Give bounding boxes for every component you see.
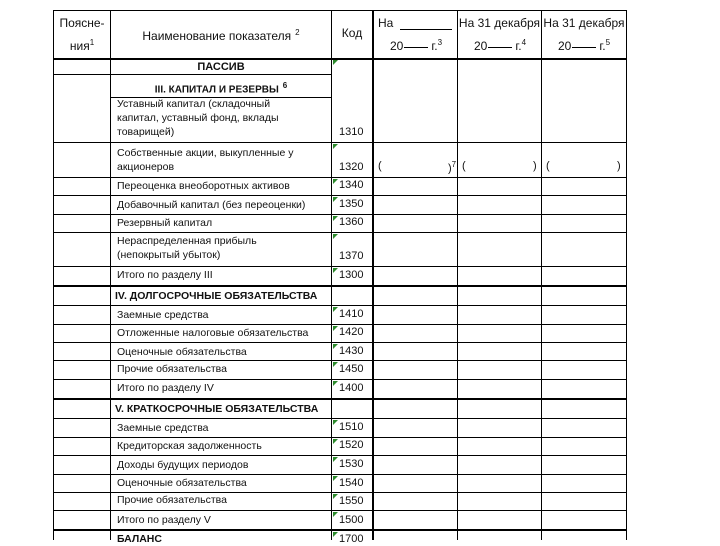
- row-1320-b-close: ): [533, 160, 537, 172]
- row-1310-name: Уставный капитал (складочный капитал, уставный фонд, вклады товарищей): [117, 98, 279, 138]
- section-passive-title: ПАССИВ: [197, 61, 245, 73]
- row-1400-name: Итого по разделу IV: [117, 382, 214, 394]
- row-1320-b-open: (: [462, 160, 466, 172]
- row-1550-name: Прочие обязательства: [117, 494, 227, 506]
- grid-line: [53, 232, 627, 233]
- row-1450-code: 1450: [339, 363, 364, 375]
- cell-marker: [333, 197, 338, 202]
- header-explanation-line1: Поясне-: [59, 16, 105, 30]
- row-1350-name: Добавочный капитал (без переоценки): [117, 199, 306, 211]
- header-indicator-name: Наименование показателя $^2$: [142, 28, 300, 43]
- row-1300-code: 1300: [339, 269, 364, 281]
- cell-marker: [333, 234, 338, 239]
- cell-marker: [333, 532, 338, 537]
- row-1340-code: 1340: [339, 179, 364, 191]
- row-1550-code: 1550: [339, 495, 364, 507]
- cell-marker: [333, 381, 338, 386]
- grid-line: [53, 474, 627, 475]
- row-1450-name: Прочие обязательства: [117, 363, 227, 375]
- grid-line: [53, 285, 627, 287]
- row-1320-name: Собственные акции, выкупленные у акционеров: [117, 147, 294, 173]
- fill-line: [572, 47, 596, 48]
- grid-line: [53, 455, 627, 456]
- cell-marker: [333, 476, 338, 481]
- cell-marker: [333, 216, 338, 221]
- row-1360-name: Резервный капитал: [117, 217, 213, 229]
- row-1700-code: 1700: [339, 533, 364, 545]
- fill-line: [488, 47, 512, 48]
- grid-line: [626, 10, 627, 540]
- row-1320-code: 1320: [339, 161, 364, 173]
- cell-marker: [333, 420, 338, 425]
- section-longterm-title: IV. ДОЛГОСРОЧНЫЕ ОБЯЗАТЕЛЬСТВА: [115, 290, 318, 302]
- header-explanation: [54, 16, 110, 53]
- grid-line: [53, 214, 627, 215]
- row-1320-a-close: )$^7$: [448, 160, 457, 175]
- section-capital-title: III. КАПИТАЛ И РЕЗЕРВЫ $^6$: [154, 81, 288, 96]
- grid-line: [53, 142, 627, 143]
- grid-line: [53, 305, 627, 306]
- row-1320-c-open: (: [546, 160, 550, 172]
- grid-line: [53, 529, 627, 531]
- cell-marker: [333, 457, 338, 462]
- header-explanation-line2: ния$^1$: [69, 38, 95, 53]
- header-period-a: На 20 г.$^3$: [378, 16, 443, 53]
- grid-line: [541, 10, 542, 540]
- section-shortterm-title: V. КРАТКОСРОЧНЫЕ ОБЯЗАТЕЛЬСТВА: [115, 403, 319, 415]
- grid-line: [53, 10, 627, 11]
- grid-line: [53, 437, 627, 438]
- row-1320-c-close: ): [617, 160, 621, 172]
- cell-marker: [333, 60, 338, 65]
- grid-line: [53, 195, 627, 196]
- grid-line: [372, 10, 374, 540]
- grid-line: [53, 398, 627, 400]
- row-1500-name: Итого по разделу V: [117, 514, 211, 526]
- row-1540-name: Оценочные обязательства: [117, 477, 247, 489]
- row-1410-code: 1410: [339, 308, 364, 320]
- header-code: Код: [341, 26, 363, 40]
- row-1310-code: 1310: [339, 126, 364, 138]
- row-1430-name: Оценочные обязательства: [117, 346, 247, 358]
- grid-line: [53, 266, 627, 267]
- row-1540-code: 1540: [339, 477, 364, 489]
- row-1370-code: 1370: [339, 250, 364, 262]
- row-1400-code: 1400: [339, 382, 364, 394]
- fill-line: [404, 47, 428, 48]
- grid-line: [53, 177, 627, 178]
- row-1700-name: БАЛАНС: [117, 533, 162, 545]
- cell-marker: [333, 512, 338, 517]
- grid-line: [457, 10, 458, 540]
- row-1300-name: Итого по разделу III: [117, 269, 213, 281]
- row-1360-code: 1360: [339, 216, 364, 228]
- row-1340-name: Переоценка внеоборотных активов: [117, 180, 290, 192]
- row-1530-code: 1530: [339, 458, 364, 470]
- row-1510-code: 1510: [339, 421, 364, 433]
- grid-line: [53, 360, 627, 361]
- cell-marker: [333, 179, 338, 184]
- row-1350-code: 1350: [339, 198, 364, 210]
- row-1520-name: Кредиторская задолженность: [117, 440, 262, 452]
- row-1370-name: Нераспределенная прибыль (непокрытый убыток): [117, 235, 257, 261]
- cell-marker: [333, 362, 338, 367]
- cell-marker: [333, 307, 338, 312]
- header-period-b: На 31 декабря 20 г.$^4$: [458, 16, 541, 53]
- cell-marker: [333, 494, 338, 499]
- grid-line: [53, 324, 627, 325]
- row-1510-name: Заемные средства: [117, 422, 209, 434]
- row-1430-code: 1430: [339, 345, 364, 357]
- cell-marker: [333, 144, 338, 149]
- grid-line: [53, 418, 627, 419]
- grid-line: [53, 510, 627, 511]
- row-1530-name: Доходы будущих периодов: [117, 459, 249, 471]
- cell-marker: [333, 344, 338, 349]
- row-1320-a-open: (: [378, 160, 382, 172]
- row-1520-code: 1520: [339, 439, 364, 451]
- header-period-c: На 31 декабря 20 г.$^5$: [543, 16, 625, 53]
- row-1410-name: Заемные средства: [117, 309, 209, 321]
- row-1420-name: Отложенные налоговые обязательства: [117, 327, 309, 339]
- row-1420-code: 1420: [339, 326, 364, 338]
- cell-marker: [333, 439, 338, 444]
- grid-line: [53, 379, 627, 380]
- row-1500-code: 1500: [339, 514, 364, 526]
- grid-line: [53, 10, 54, 540]
- grid-line: [53, 342, 627, 343]
- grid-line: [53, 74, 332, 75]
- fill-line: [400, 29, 452, 30]
- cell-marker: [333, 268, 338, 273]
- cell-marker: [333, 326, 338, 331]
